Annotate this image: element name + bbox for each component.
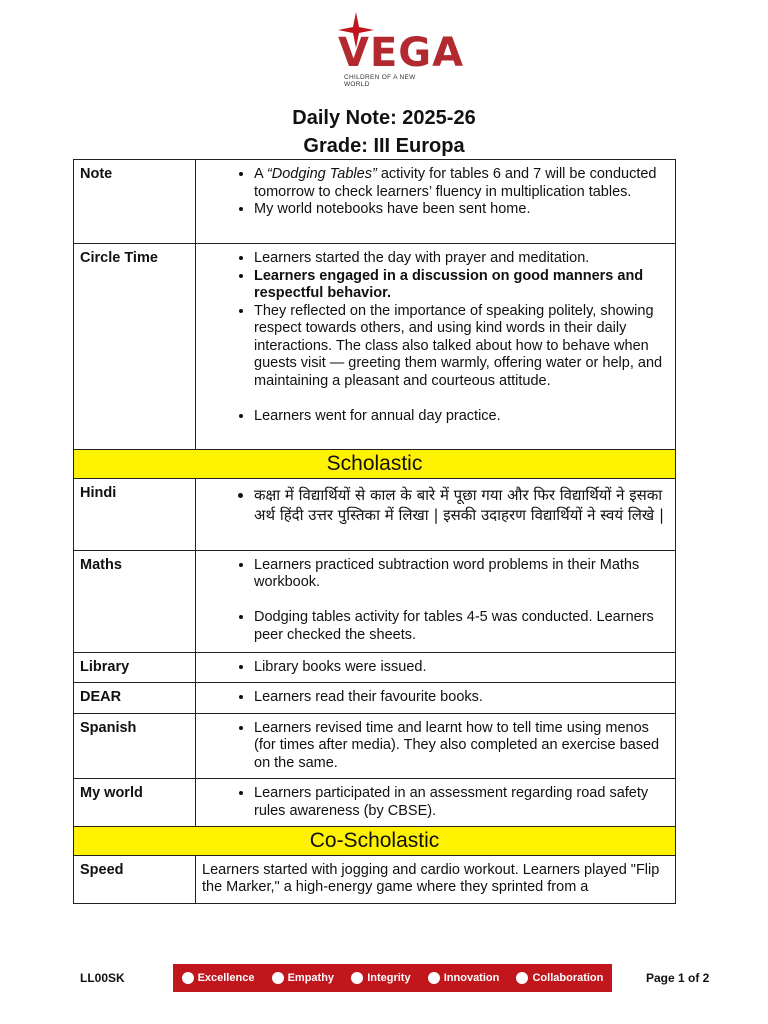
table-row bbox=[74, 244, 676, 450]
row-label-note: Note bbox=[74, 160, 196, 244]
row-content-dear bbox=[196, 683, 676, 714]
list-item: • कक्षा में विद्यार्थियों से काल के बारे में पूछा गया और फिर विद्यार्थियों ने इसका अर्थ हिंदी उत्तर पुस्तिका में लिखा | इसकी उदाहरण विद्यार्थियों ने स्वयं लिखे | bbox=[254, 485, 669, 525]
list-item: • They reflected on the importance of speaking politely, showing respect towards others, and using kind words in their daily interactions. The class also talked about how to behave when guests visit — greeting them warmly, offering water or help, and maintaining a pleasant and courteous attitude. bbox=[254, 303, 669, 391]
row-label-speed: Speed bbox=[74, 855, 196, 903]
page-title bbox=[0, 104, 768, 160]
logo-text: VEGA bbox=[338, 30, 465, 76]
title-line-2: Grade: III Europa bbox=[303, 135, 465, 157]
row-content-speed: Learners started with jogging and cardio workout. Learners played "Flip the Marker," a high-energy game where they sprinted from a bbox=[196, 855, 676, 903]
circle-icon bbox=[351, 972, 363, 984]
circle-icon bbox=[516, 972, 528, 984]
list-item: • Learners practiced subtraction word problems in their Maths workbook. bbox=[254, 557, 669, 592]
table-row bbox=[74, 683, 676, 714]
values-bar bbox=[173, 964, 612, 992]
table-row bbox=[74, 160, 676, 244]
footer-code: LL00SK bbox=[80, 971, 125, 985]
activity-name: “Dodging Tables” bbox=[266, 166, 377, 182]
section-heading: Co-Scholastic bbox=[74, 827, 676, 856]
list-item: • Learners participated in an assessment regarding road safety rules awareness (by CBSE). bbox=[254, 785, 669, 820]
vega-logo bbox=[336, 10, 465, 88]
table-row bbox=[74, 779, 676, 827]
list-item: • Dodging tables activity for tables 4-5 was conducted. Learners peer checked the sheets. bbox=[254, 609, 669, 644]
row-label-spanish: Spanish bbox=[74, 713, 196, 779]
row-content-spanish bbox=[196, 713, 676, 779]
row-content-circle-time bbox=[196, 244, 676, 450]
row-content-maths bbox=[196, 550, 676, 652]
circle-icon bbox=[182, 972, 194, 984]
list-item: • Learners read their favourite books. bbox=[254, 689, 669, 707]
section-heading: Scholastic bbox=[74, 450, 676, 479]
row-label-library: Library bbox=[74, 652, 196, 683]
row-label-hindi: Hindi bbox=[74, 478, 196, 550]
list-item: • Learners went for annual day practice. bbox=[254, 408, 669, 426]
table-row bbox=[74, 550, 676, 652]
table-row bbox=[74, 713, 676, 779]
list-item: • Learners revised time and learnt how to tell time using menos (for times after media). They also completed an exercise based on the same. bbox=[254, 720, 669, 773]
circle-icon bbox=[272, 972, 284, 984]
title-line-1: Daily Note: 2025-26 bbox=[292, 107, 476, 129]
list-item: • My world notebooks have been sent home. bbox=[254, 201, 669, 219]
list-item: • Library books were issued. bbox=[254, 659, 669, 677]
circle-icon bbox=[428, 972, 440, 984]
value-item: Excellence bbox=[182, 972, 255, 984]
value-item: Collaboration bbox=[516, 972, 603, 984]
table-row bbox=[74, 855, 676, 903]
list-item: • Learners started the day with prayer and meditation. bbox=[254, 250, 669, 268]
table-row bbox=[74, 652, 676, 683]
list-item: • A “Dodging Tables” activity for tables 6 and 7 will be conducted tomorrow to check learners’ fluency in multiplication tables. bbox=[254, 166, 669, 201]
row-content-library bbox=[196, 652, 676, 683]
scholastic-banner bbox=[74, 450, 676, 479]
row-content-hindi bbox=[196, 478, 676, 550]
row-label-maths: Maths bbox=[74, 550, 196, 652]
list-item: • Learners engaged in a discussion on good manners and respectful behavior. bbox=[254, 268, 669, 303]
row-label-dear: DEAR bbox=[74, 683, 196, 714]
row-content-note bbox=[196, 160, 676, 244]
row-content-my-world bbox=[196, 779, 676, 827]
value-item: Integrity bbox=[351, 972, 410, 984]
row-label-my-world: My world bbox=[74, 779, 196, 827]
row-label-circle-time: Circle Time bbox=[74, 244, 196, 450]
table-row bbox=[74, 478, 676, 550]
page-number: Page 1 of 2 bbox=[646, 971, 710, 985]
co-scholastic-banner bbox=[74, 827, 676, 856]
logo-tagline: CHILDREN OF A NEW WORLD bbox=[344, 74, 416, 88]
value-item: Innovation bbox=[428, 972, 500, 984]
value-item: Empathy bbox=[272, 972, 334, 984]
daily-note-table bbox=[73, 159, 676, 904]
